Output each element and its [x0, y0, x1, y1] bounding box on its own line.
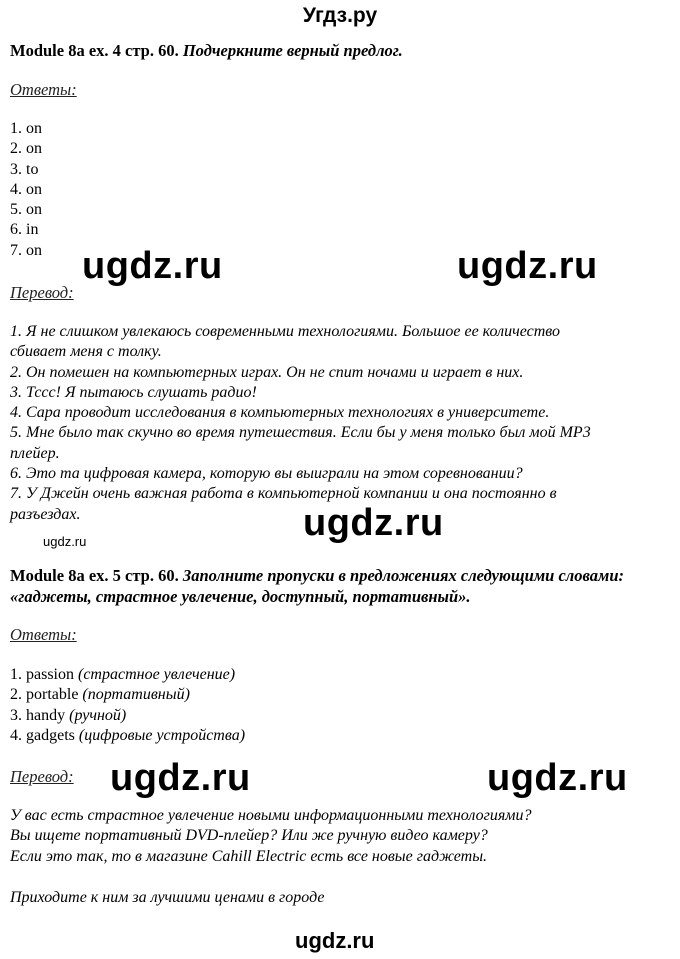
answer-item: 2. on [10, 140, 42, 158]
translation-line: 2. Он помешен на компьютерных играх. Он не спит ночами и играет в них. [10, 363, 524, 381]
exercise-1-answers-label: Ответы: [10, 80, 77, 99]
translation-line: плейер. [10, 444, 60, 462]
answer-item: 1. on [10, 120, 42, 137]
exercise-1-heading [10, 40, 670, 61]
answer-item: 6. in [10, 221, 39, 239]
answer-item: 7. on [10, 241, 42, 259]
watermark-logo: ugdz.ru [457, 245, 598, 287]
translation-line: 1. Я не слишком увлекаюсь современными технологиями. Большое ее количество [10, 323, 561, 340]
exercise-1-translation [10, 322, 670, 525]
exercise-2-heading [10, 565, 670, 607]
translation-line: сбивает меня с толку. [10, 343, 162, 361]
translation-line: 3. Тссс! Я пытаюсь слушать радио! [10, 383, 257, 401]
exercise-2-answers-label: Ответы: [10, 625, 77, 644]
answer-item: 3. handy (ручной) [10, 706, 127, 724]
site-title: Угдз.ру [302, 4, 378, 27]
answer-item: 3. to [10, 160, 39, 178]
exercise-2-heading-task-2: «гаджеты, страстное увлечение, доступный, портативный». [10, 587, 471, 606]
answer-item: 2. portable (портативный) [10, 686, 190, 704]
translation-line: Вы ищете портативный DVD-плейер? Или же ручную видео камеру? [10, 827, 488, 845]
answer-item: 1. passion (страстное увлечение) [10, 666, 236, 683]
translation-line: У вас есть страстное увлечение новыми информационными технологиями? [10, 807, 532, 824]
watermark-logo: ugdz.ru [82, 245, 223, 287]
exercise-2-translation [10, 806, 670, 867]
exercise-1-heading-lead: Module 8a ex. 4 стр. 60. [10, 41, 179, 60]
answer-item: 4. gadgets (цифровые устройства) [10, 726, 246, 744]
exercise-2-answers-list [10, 665, 670, 746]
answer-item: 5. on [10, 201, 42, 219]
exercise-1-translation-label: Перевод: [10, 283, 74, 302]
watermark-small: ugdz.ru [43, 534, 87, 549]
watermark-bottom: ugdz.ru [295, 928, 375, 953]
exercise-2-heading-task-1: Заполните пропуски в предложениях следующими словами: [182, 566, 624, 585]
exercise-1-heading-task: Подчеркните верный предлог. [182, 41, 403, 60]
translation-line: Если это так, то в магазине Cahill Electric есть все новые гаджеты. [10, 847, 488, 865]
exercise-2-closing: Приходите к ним за лучшими ценами в городе [10, 889, 325, 906]
translation-line: 4. Сара проводит исследования в компьютерных технологиях в университете. [10, 404, 550, 422]
translation-line: 7. У Джейн очень важная работа в компьютерной компании и она постоянно в [10, 485, 557, 503]
answer-item: 4. on [10, 180, 42, 198]
watermark-logo: ugdz.ru [487, 757, 628, 799]
exercise-2-translation-label: Перевод: [10, 767, 74, 786]
watermark-logo: ugdz.ru [110, 757, 251, 799]
translation-line: 5. Мне было так скучно во время путешествия. Если бы у меня только был мой MP3 [10, 424, 591, 442]
watermark-logo: ugdz.ru [303, 502, 444, 544]
exercise-2-heading-lead: Module 8a ex. 5 стр. 60. [10, 566, 179, 585]
translation-line: 6. Это та цифровая камера, которую вы выиграли на этом соревновании? [10, 465, 523, 483]
translation-line: разъездах. [10, 505, 81, 523]
exercise-1-answers-list [10, 119, 670, 261]
